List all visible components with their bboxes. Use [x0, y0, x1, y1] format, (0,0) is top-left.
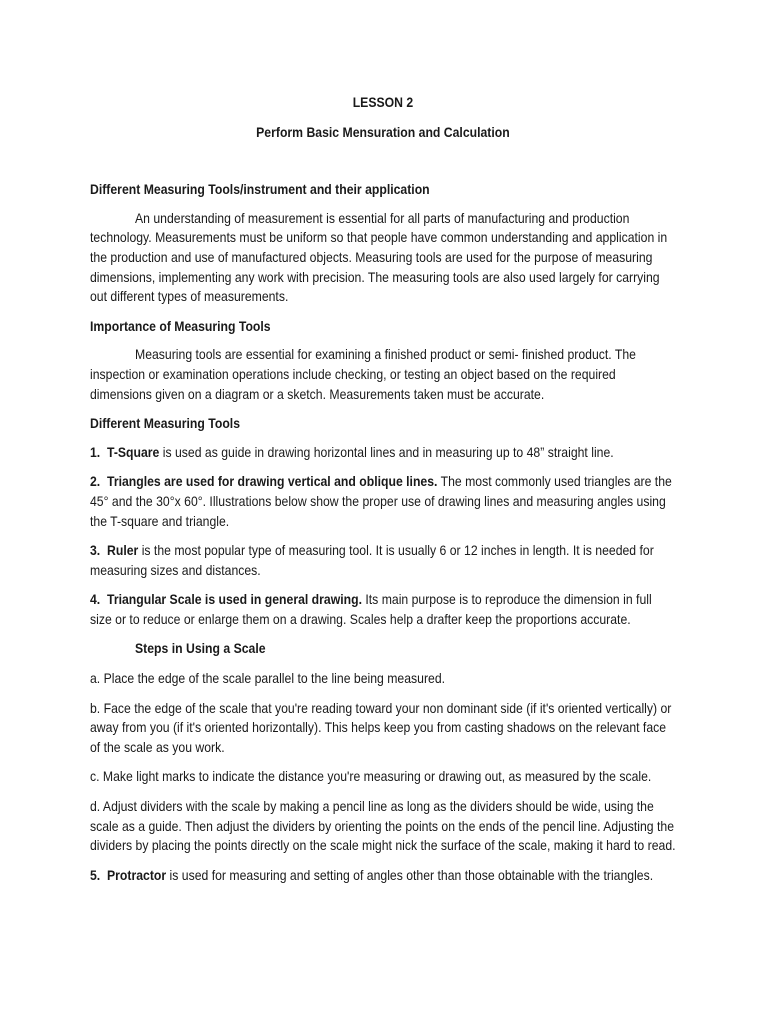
- section-heading-importance: Importance of Measuring Tools: [90, 318, 271, 334]
- list-item-text: The most commonly used triangles are the 45° and the 30°x 60°. Illustrations below show the proper use of drawing lines and measuring angles using the T-square and triangle.: [90, 474, 672, 529]
- list-item-text: is used for measuring and setting of angles other than those obtainable with the triangles.: [166, 867, 654, 883]
- list-item-number: 2.: [90, 474, 101, 490]
- paragraph-measurement-intro: An understanding of measurement is essential for all parts of manufacturing and production technology. Measurements must be uniform so that people have common understanding and application in the production and use of manufactured objects. Measuring tools are used for the purpose of measuring dimensions, implementing any work with precision. The measuring tools are also used largely for carrying out different types of measurements.: [90, 210, 668, 305]
- list-item-text: is the most popular type of measuring tool. It is usually 6 or 12 inches in length. It is needed for measuring sizes and distances.: [90, 543, 654, 578]
- list-item-term: T-Square: [107, 444, 160, 460]
- section-heading-different-tools: Different Measuring Tools: [90, 416, 241, 432]
- section-heading-measuring-tools-application: Different Measuring Tools/instrument and their application: [90, 182, 430, 198]
- list-item-triangular-scale: [90, 590, 676, 629]
- steps-heading: Steps in Using a Scale: [135, 641, 266, 657]
- list-item-number: 5.: [90, 867, 101, 883]
- list-item-text: Its main purpose is to reproduce the dimension in full size or to reduce or enlarge them on a drawing. Scales help a drafter keep the proportions accurate.: [90, 592, 652, 627]
- list-item-t-square: [90, 443, 676, 463]
- paragraph-importance: Measuring tools are essential for examining a finished product or semi- finished product. The inspection or examination operations include checking, or testing an object based on the required dimensions given on a diagram or a sketch. Measurements taken must be accurate.: [90, 347, 636, 402]
- lesson-number: LESSON 2: [352, 95, 414, 110]
- list-item-term: Ruler: [107, 543, 139, 559]
- list-item-protractor: [90, 866, 676, 886]
- list-item-number: 1.: [90, 444, 101, 460]
- list-item-text: is used as guide in drawing horizontal lines and in measuring up to 48” straight line.: [159, 444, 614, 460]
- list-item-number: 3.: [90, 543, 101, 559]
- step-d: d. Adjust dividers with the scale by making a pencil line as long as the dividers should be wide, using the scale as a guide. Then adjust the dividers by orienting the points on the ends of the pencil line. Adjusting the dividers by placing the points directly on the scale might nick the surface of the scale, making it hard to read.: [90, 799, 676, 854]
- list-item-term: Triangles are used for drawing vertical and oblique lines.: [107, 474, 438, 490]
- document-body: [90, 93, 676, 895]
- lesson-title: Perform Basic Mensuration and Calculation: [256, 124, 510, 140]
- step-c: c. Make light marks to indicate the distance you're measuring or drawing out, as measured by the scale.: [90, 769, 652, 785]
- list-item-number: 4.: [90, 592, 101, 608]
- step-b: b. Face the edge of the scale that you're reading toward your non dominant side (if it's oriented vertically) or away from you (if it's oriented horizontally). This helps keep you from casting shadows on the relevant face of the scale as you work.: [90, 700, 672, 755]
- list-item-ruler: [90, 541, 676, 580]
- list-item-term: Triangular Scale is used in general drawing.: [107, 592, 362, 608]
- step-a: a. Place the edge of the scale parallel to the line being measured.: [90, 671, 446, 687]
- list-item-term: Protractor: [107, 867, 167, 883]
- list-item-triangles: [90, 472, 676, 531]
